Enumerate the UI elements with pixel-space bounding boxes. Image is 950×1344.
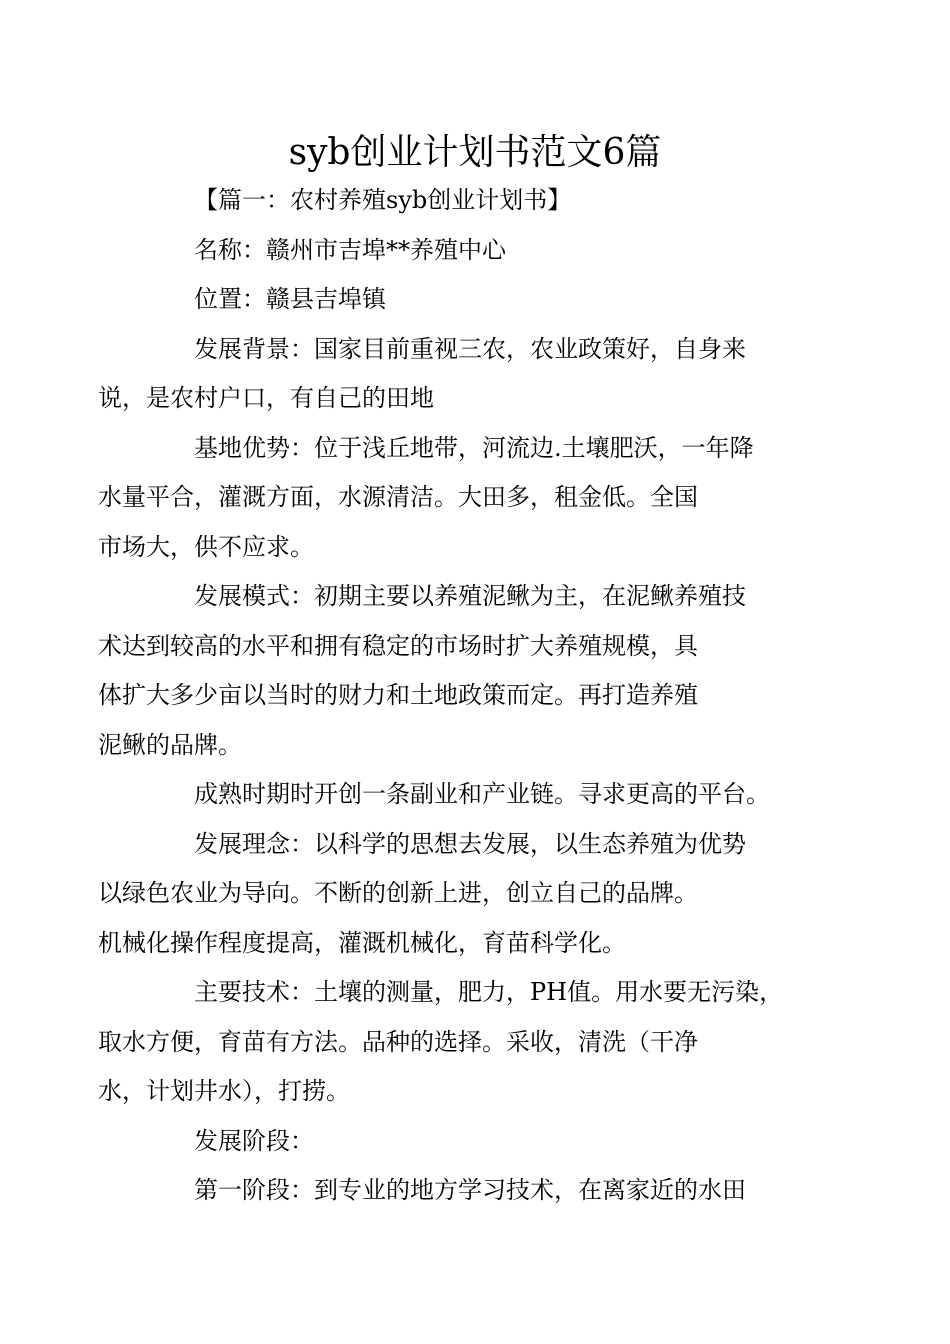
text-line: 水量平合，灌溉方面，水源清洁。大田多，租金低。全国 — [98, 483, 698, 511]
document-title: syb创业计划书范文6篇 — [288, 132, 662, 173]
text-line: 体扩大多少亩以当时的财力和土地政策而定。再打造养殖 — [98, 681, 698, 709]
paragraph — [146, 1117, 834, 1167]
paragraph — [98, 820, 834, 969]
text-line: 发展理念：以科学的思想去发展，以生态养殖为优势 — [194, 829, 746, 858]
paragraph — [98, 572, 834, 770]
paragraph — [146, 275, 834, 325]
text-line: 机械化操作程度提高，灌溉机械化，育苗科学化。 — [98, 928, 626, 957]
text-line: 水，计划井水），打捞。 — [98, 1077, 350, 1105]
paragraph — [146, 1166, 834, 1216]
text-line: 以绿色农业为导向。不断的创新上进，创立自己的品牌。 — [98, 879, 698, 907]
paragraph — [146, 770, 834, 820]
text-line: 取水方便，育苗有方法。品种的选择。采收，清洗（干净 — [98, 1027, 698, 1056]
text-line: 说，是农村户口，有自己的田地 — [98, 384, 434, 412]
text-line: 发展背景：国家目前重视三农，农业政策好，自身来 — [194, 334, 746, 363]
text-line: 位置：赣县吉埠镇 — [194, 285, 386, 313]
text-line: 成熟时期时开创一条副业和产业链。寻求更高的平台。 — [194, 780, 770, 808]
text-line: 术达到较高的水平和拥有稳定的市场时扩大养殖规模，具 — [98, 631, 698, 660]
text-line: 主要技术：土壤的测量，肥力，PH值。用水要无污染， — [194, 978, 784, 1006]
paragraph — [98, 325, 834, 424]
paragraph — [146, 226, 834, 276]
text-line: 基地优势：位于浅丘地带，河流边.土壤肥沃，一年降 — [194, 433, 754, 462]
paragraph — [98, 968, 834, 1117]
text-line: 发展模式：初期主要以养殖泥鳅为主，在泥鳅养殖技 — [194, 582, 746, 610]
text-line: 名称：赣州市吉埠**养殖中心 — [194, 235, 506, 264]
text-line: 【篇一：农村养殖syb创业计划书】 — [194, 186, 572, 214]
text-line: 发展阶段： — [194, 1126, 314, 1155]
text-line: 泥鳅的品牌。 — [98, 730, 242, 759]
text-line: 第一阶段：到专业的地方学习技术，在离家近的水田 — [194, 1176, 746, 1204]
paragraph — [98, 424, 834, 573]
document-body — [98, 176, 834, 1216]
text-line: 市场大，供不应求。 — [98, 532, 314, 561]
paragraph — [146, 176, 834, 226]
